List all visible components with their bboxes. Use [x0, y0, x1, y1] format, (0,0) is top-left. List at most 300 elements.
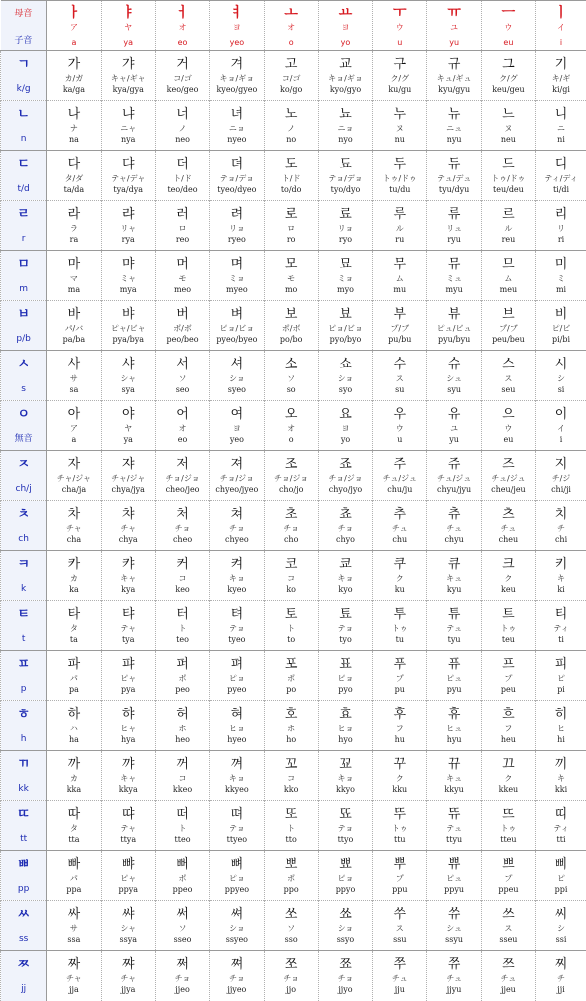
syllable-cell — [47, 801, 101, 851]
syllable-roman: kyu/gyu — [427, 84, 480, 95]
syllable-cell — [427, 901, 481, 951]
syllable-kana: ム — [373, 273, 426, 284]
syllable-kana: ヌ — [482, 123, 535, 134]
syllable-roman: kkyu — [427, 784, 480, 795]
syllable-hangul: 쟈 — [102, 457, 155, 473]
vowel-kana: ユ — [427, 22, 480, 33]
syllable-roman: syeo — [210, 384, 263, 395]
syllable-kana: コ — [265, 573, 318, 584]
syllable-hangul: 냐 — [102, 107, 155, 123]
consonant-row — [1, 651, 586, 701]
syllable-hangul: 사 — [47, 357, 100, 373]
syllable-kana: テュ — [427, 823, 480, 834]
syllable-roman: ryu — [427, 234, 480, 245]
syllable-hangul: 쪄 — [210, 957, 263, 973]
syllable-cell — [47, 301, 101, 351]
consonant-header-cell — [1, 651, 47, 701]
syllable-hangul: 삐 — [536, 857, 586, 873]
syllable-kana: ニ — [536, 123, 586, 134]
consonant-jamo: ㄷ — [1, 157, 46, 173]
syllable-cell — [427, 451, 481, 501]
syllable-hangul: 씨 — [536, 907, 586, 923]
syllable-cell — [427, 651, 481, 701]
syllable-kana: チョ/ジョ — [210, 473, 263, 484]
consonant-roman: pp — [1, 883, 46, 895]
syllable-hangul: 츠 — [482, 507, 535, 523]
syllable-kana: ノ — [156, 123, 209, 134]
syllable-roman: chi — [536, 534, 586, 545]
syllable-kana: ロ — [156, 223, 209, 234]
syllable-hangul: 큐 — [427, 557, 480, 573]
syllable-cell — [318, 651, 372, 701]
syllable-kana: キョ — [319, 773, 372, 784]
syllable-hangul: 죠 — [319, 457, 372, 473]
syllable-roman: po/bo — [265, 334, 318, 345]
syllable-kana: シャ — [102, 923, 155, 934]
vowel-roman: i — [536, 37, 586, 48]
syllable-cell — [210, 501, 264, 551]
syllable-cell — [155, 101, 209, 151]
syllable-cell — [47, 101, 101, 151]
syllable-hangul: 트 — [482, 607, 535, 623]
syllable-roman: ryeo — [210, 234, 263, 245]
syllable-cell — [264, 901, 318, 951]
syllable-kana: プ — [482, 673, 535, 684]
syllable-hangul: 쑈 — [319, 907, 372, 923]
syllable-roman: reo — [156, 234, 209, 245]
syllable-kana: ユ — [427, 423, 480, 434]
syllable-roman: nu — [373, 134, 426, 145]
syllable-roman: teu — [482, 634, 535, 645]
syllable-kana: フ — [482, 723, 535, 734]
syllable-roman: syo — [319, 384, 372, 395]
syllable-kana: ナ — [47, 123, 100, 134]
syllable-roman: ro — [265, 234, 318, 245]
syllable-roman: ssu — [373, 934, 426, 945]
syllable-cell — [155, 651, 209, 701]
syllable-roman: jjya — [102, 984, 155, 995]
syllable-hangul: 뜌 — [427, 807, 480, 823]
syllable-kana: ピャ — [102, 673, 155, 684]
vowel-jamo: ㅑ — [102, 4, 155, 22]
syllable-kana: ク — [373, 773, 426, 784]
syllable-kana: チュ/ジュ — [482, 473, 535, 484]
syllable-hangul: 쥬 — [427, 457, 480, 473]
syllable-roman: mo — [265, 284, 318, 295]
syllable-kana: テョ — [210, 623, 263, 634]
syllable-cell — [373, 901, 427, 951]
syllable-cell — [210, 451, 264, 501]
syllable-kana: ニョ — [210, 123, 263, 134]
syllable-roman: kki — [536, 784, 586, 795]
syllable-roman: heu — [482, 734, 535, 745]
syllable-kana: チ — [536, 523, 586, 534]
consonant-jamo: ㅎ — [1, 707, 46, 723]
syllable-kana: カ/ガ — [47, 73, 100, 84]
syllable-hangul: 캬 — [102, 557, 155, 573]
vowel-kana: ヤ — [102, 22, 155, 33]
vowel-jamo: ㅓ — [156, 4, 209, 22]
syllable-hangul: 뻐 — [156, 857, 209, 873]
syllable-kana: ピョ — [210, 673, 263, 684]
consonant-jamo: ㅁ — [1, 257, 46, 273]
syllable-kana: マ — [47, 273, 100, 284]
syllable-cell — [427, 601, 481, 651]
syllable-hangul: 다 — [47, 157, 100, 173]
syllable-hangul: 너 — [156, 107, 209, 123]
syllable-hangul: 뼈 — [210, 857, 263, 873]
syllable-kana: コ — [156, 773, 209, 784]
syllable-hangul: 뇨 — [319, 107, 372, 123]
consonant-roman: ch — [1, 533, 46, 545]
syllable-roman: teo — [156, 634, 209, 645]
syllable-roman: pyu — [427, 684, 480, 695]
syllable-cell — [536, 601, 586, 651]
syllable-hangul: 저 — [156, 457, 209, 473]
syllable-roman: mu — [373, 284, 426, 295]
consonant-header-cell — [1, 101, 47, 151]
syllable-kana: ピュ — [427, 873, 480, 884]
syllable-kana: ル — [373, 223, 426, 234]
syllable-roman: cho/jo — [265, 484, 318, 495]
vowel-kana: ヨ — [319, 22, 372, 33]
syllable-cell — [318, 201, 372, 251]
syllable-hangul: 퍼 — [156, 657, 209, 673]
consonant-header-cell — [1, 351, 47, 401]
vowel-roman: a — [47, 37, 100, 48]
syllable-kana: キョ — [210, 773, 263, 784]
syllable-kana: チュ — [482, 523, 535, 534]
syllable-hangul: 디 — [536, 157, 586, 173]
consonant-axis-label: 子音 — [1, 33, 47, 46]
vowel-roman: o — [265, 37, 318, 48]
syllable-cell — [264, 601, 318, 651]
syllable-hangul: 됴 — [319, 157, 372, 173]
syllable-cell — [47, 401, 101, 451]
syllable-roman: cha/ja — [47, 484, 100, 495]
syllable-roman: to/do — [265, 184, 318, 195]
syllable-roman: tyeo/dyeo — [210, 184, 263, 195]
syllable-roman: tya/dya — [102, 184, 155, 195]
syllable-roman: ssyu — [427, 934, 480, 945]
syllable-cell — [47, 251, 101, 301]
consonant-header-cell — [1, 201, 47, 251]
syllable-kana: ポ — [156, 673, 209, 684]
syllable-cell — [155, 51, 209, 101]
syllable-hangul: 혀 — [210, 707, 263, 723]
syllable-roman: eo — [156, 434, 209, 445]
syllable-hangul: 껴 — [210, 757, 263, 773]
consonant-header-cell — [1, 601, 47, 651]
consonant-roman: kk — [1, 783, 46, 795]
syllable-cell — [481, 351, 535, 401]
syllable-kana: チョ — [210, 523, 263, 534]
syllable-kana: ア — [47, 423, 100, 434]
syllable-cell — [536, 701, 586, 751]
syllable-kana: ウ — [482, 423, 535, 434]
syllable-kana: チョ — [210, 973, 263, 984]
syllable-cell — [373, 751, 427, 801]
syllable-hangul: 고 — [265, 57, 318, 73]
syllable-hangul: 크 — [482, 557, 535, 573]
syllable-roman: syu — [427, 384, 480, 395]
syllable-kana: ウ — [373, 423, 426, 434]
syllable-cell — [47, 451, 101, 501]
syllable-cell — [427, 151, 481, 201]
syllable-hangul: 모 — [265, 257, 318, 273]
syllable-cell — [210, 51, 264, 101]
syllable-hangul: 찌 — [536, 957, 586, 973]
syllable-roman: pyeo — [210, 684, 263, 695]
syllable-roman: ha — [47, 734, 100, 745]
syllable-roman: po — [265, 684, 318, 695]
syllable-hangul: 끼 — [536, 757, 586, 773]
corner-cell — [1, 1, 47, 51]
syllable-roman: to — [265, 634, 318, 645]
vowel-kana: ウ — [482, 22, 535, 33]
syllable-hangul: 펴 — [210, 657, 263, 673]
syllable-cell — [427, 51, 481, 101]
syllable-roman: tyu — [427, 634, 480, 645]
syllable-cell — [318, 901, 372, 951]
syllable-cell — [210, 351, 264, 401]
syllable-kana: チ — [536, 973, 586, 984]
syllable-kana: チュ — [427, 973, 480, 984]
syllable-kana: ヒョ — [210, 723, 263, 734]
syllable-roman: pya/bya — [102, 334, 155, 345]
syllable-cell — [373, 251, 427, 301]
syllable-kana: ヨ — [210, 423, 263, 434]
syllable-roman: jja — [47, 984, 100, 995]
syllable-roman: myu — [427, 284, 480, 295]
syllable-cell — [373, 701, 427, 751]
consonant-row — [1, 51, 586, 101]
syllable-kana: リョ — [319, 223, 372, 234]
vowel-header-cell — [101, 1, 155, 51]
syllable-hangul: 머 — [156, 257, 209, 273]
syllable-kana: ヤ — [102, 423, 155, 434]
syllable-roman: ssya — [102, 934, 155, 945]
syllable-cell — [427, 951, 481, 1001]
syllable-kana: モ — [265, 273, 318, 284]
syllable-roman: kka — [47, 784, 100, 795]
syllable-roman: ka/ga — [47, 84, 100, 95]
consonant-roman: p/b — [1, 333, 46, 345]
vowel-kana: ウ — [373, 22, 426, 33]
syllable-hangul: 뺘 — [102, 857, 155, 873]
syllable-hangul: 주 — [373, 457, 426, 473]
consonant-roman: h — [1, 733, 46, 745]
syllable-hangul: 쭈 — [373, 957, 426, 973]
syllable-hangul: 쎠 — [210, 907, 263, 923]
syllable-hangul: 쓰 — [482, 907, 535, 923]
syllable-hangul: 버 — [156, 307, 209, 323]
syllable-kana: ホ — [265, 723, 318, 734]
consonant-header-cell — [1, 901, 47, 951]
syllable-kana: テュ/デュ — [427, 173, 480, 184]
syllable-hangul: 갸 — [102, 57, 155, 73]
syllable-kana: ポ/ボ — [156, 323, 209, 334]
syllable-cell — [155, 801, 209, 851]
syllable-roman: tu — [373, 634, 426, 645]
syllable-kana: チョ — [319, 973, 372, 984]
syllable-cell — [155, 351, 209, 401]
syllable-hangul: 라 — [47, 207, 100, 223]
syllable-cell — [427, 551, 481, 601]
syllable-cell — [264, 701, 318, 751]
syllable-hangul: 녀 — [210, 107, 263, 123]
consonant-header-cell — [1, 51, 47, 101]
syllable-kana: キュ — [427, 773, 480, 784]
syllable-hangul: 차 — [47, 507, 100, 523]
syllable-kana: チョ — [265, 973, 318, 984]
syllable-cell — [264, 201, 318, 251]
syllable-kana: ム — [482, 273, 535, 284]
syllable-hangul: 누 — [373, 107, 426, 123]
syllable-roman: pa/ba — [47, 334, 100, 345]
syllable-hangul: 져 — [210, 457, 263, 473]
syllable-hangul: 따 — [47, 807, 100, 823]
syllable-kana: ピャ/ビャ — [102, 323, 155, 334]
syllable-roman: na — [47, 134, 100, 145]
syllable-hangul: 료 — [319, 207, 372, 223]
syllable-roman: tteu — [482, 834, 535, 845]
syllable-roman: ppeo — [156, 884, 209, 895]
vowel-header-cell — [155, 1, 209, 51]
syllable-cell — [155, 301, 209, 351]
syllable-cell — [155, 751, 209, 801]
syllable-roman: tu/du — [373, 184, 426, 195]
syllable-kana: キャ — [102, 573, 155, 584]
syllable-kana: コ — [156, 573, 209, 584]
syllable-roman: eu — [482, 434, 535, 445]
syllable-roman: tta — [47, 834, 100, 845]
syllable-cell — [318, 151, 372, 201]
consonant-header-cell — [1, 151, 47, 201]
syllable-kana: ティ — [536, 623, 586, 634]
consonant-roman: s — [1, 383, 46, 395]
syllable-kana: チュ — [373, 523, 426, 534]
consonant-row — [1, 251, 586, 301]
syllable-hangul: 뚜 — [373, 807, 426, 823]
syllable-roman: kyu — [427, 584, 480, 595]
syllable-kana: チョ — [265, 523, 318, 534]
syllable-cell — [373, 851, 427, 901]
syllable-cell — [536, 801, 586, 851]
syllable-hangul: 류 — [427, 207, 480, 223]
syllable-roman: ppi — [536, 884, 586, 895]
syllable-cell — [481, 501, 535, 551]
syllable-roman: kkya — [102, 784, 155, 795]
syllable-kana: ソ — [265, 373, 318, 384]
syllable-hangul: 기 — [536, 57, 586, 73]
syllable-roman: heo — [156, 734, 209, 745]
syllable-cell — [155, 451, 209, 501]
vowel-kana: オ — [265, 22, 318, 33]
syllable-cell — [536, 201, 586, 251]
syllable-roman: tyo/dyo — [319, 184, 372, 195]
vowel-header-cell — [536, 1, 586, 51]
syllable-hangul: 도 — [265, 157, 318, 173]
syllable-cell — [47, 851, 101, 901]
syllable-cell — [536, 451, 586, 501]
syllable-cell — [264, 451, 318, 501]
syllable-cell — [210, 551, 264, 601]
syllable-cell — [264, 501, 318, 551]
syllable-cell — [47, 751, 101, 801]
syllable-hangul: 쨔 — [102, 957, 155, 973]
syllable-roman: kya/gya — [102, 84, 155, 95]
consonant-row — [1, 201, 586, 251]
consonant-row — [1, 351, 586, 401]
syllable-roman: pu — [373, 684, 426, 695]
syllable-kana: ティ/ディ — [536, 173, 586, 184]
syllable-hangul: 마 — [47, 257, 100, 273]
syllable-cell — [264, 851, 318, 901]
consonant-row — [1, 901, 586, 951]
syllable-kana: トゥ/ドゥ — [373, 173, 426, 184]
syllable-roman: ppyeo — [210, 884, 263, 895]
syllable-roman: cheo/jeo — [156, 484, 209, 495]
syllable-hangul: 켜 — [210, 557, 263, 573]
syllable-hangul: 호 — [265, 707, 318, 723]
syllable-cell — [481, 151, 535, 201]
syllable-cell — [264, 301, 318, 351]
syllable-hangul: 뿌 — [373, 857, 426, 873]
syllable-hangul: 미 — [536, 257, 586, 273]
syllable-hangul: 구 — [373, 57, 426, 73]
syllable-hangul: 뀨 — [427, 757, 480, 773]
syllable-cell — [427, 851, 481, 901]
consonant-jamo: ㅋ — [1, 557, 46, 573]
syllable-roman: pu/bu — [373, 334, 426, 345]
syllable-kana: ヨ — [319, 423, 372, 434]
syllable-cell — [47, 601, 101, 651]
syllable-roman: si — [536, 384, 586, 395]
syllable-kana: プ — [373, 673, 426, 684]
syllable-roman: keo/geo — [156, 84, 209, 95]
syllable-roman: ppu — [373, 884, 426, 895]
syllable-kana: ト — [156, 823, 209, 834]
syllable-cell — [101, 751, 155, 801]
syllable-roman: chyu/jyu — [427, 484, 480, 495]
syllable-cell — [373, 201, 427, 251]
consonant-jamo: ㅂ — [1, 307, 46, 323]
syllable-hangul: 써 — [156, 907, 209, 923]
syllable-cell — [536, 851, 586, 901]
syllable-roman: cha — [47, 534, 100, 545]
syllable-hangul: 띠 — [536, 807, 586, 823]
syllable-roman: ka — [47, 584, 100, 595]
syllable-roman: cho — [265, 534, 318, 545]
consonant-jamo: ㄴ — [1, 107, 46, 123]
syllable-hangul: 랴 — [102, 207, 155, 223]
vowel-kana: イ — [536, 22, 586, 33]
syllable-kana: シュ — [427, 373, 480, 384]
syllable-kana: キ — [536, 773, 586, 784]
vowel-jamo: ㅣ — [536, 4, 586, 22]
consonant-row — [1, 151, 586, 201]
syllable-roman: cheu/jeu — [482, 484, 535, 495]
syllable-roman: kkeo — [156, 784, 209, 795]
syllable-roman: seu — [482, 384, 535, 395]
syllable-cell — [47, 701, 101, 751]
syllable-kana: ミョ — [319, 273, 372, 284]
syllable-roman: sseo — [156, 934, 209, 945]
syllable-roman: so — [265, 384, 318, 395]
syllable-hangul: 오 — [265, 407, 318, 423]
syllable-roman: a — [47, 434, 100, 445]
